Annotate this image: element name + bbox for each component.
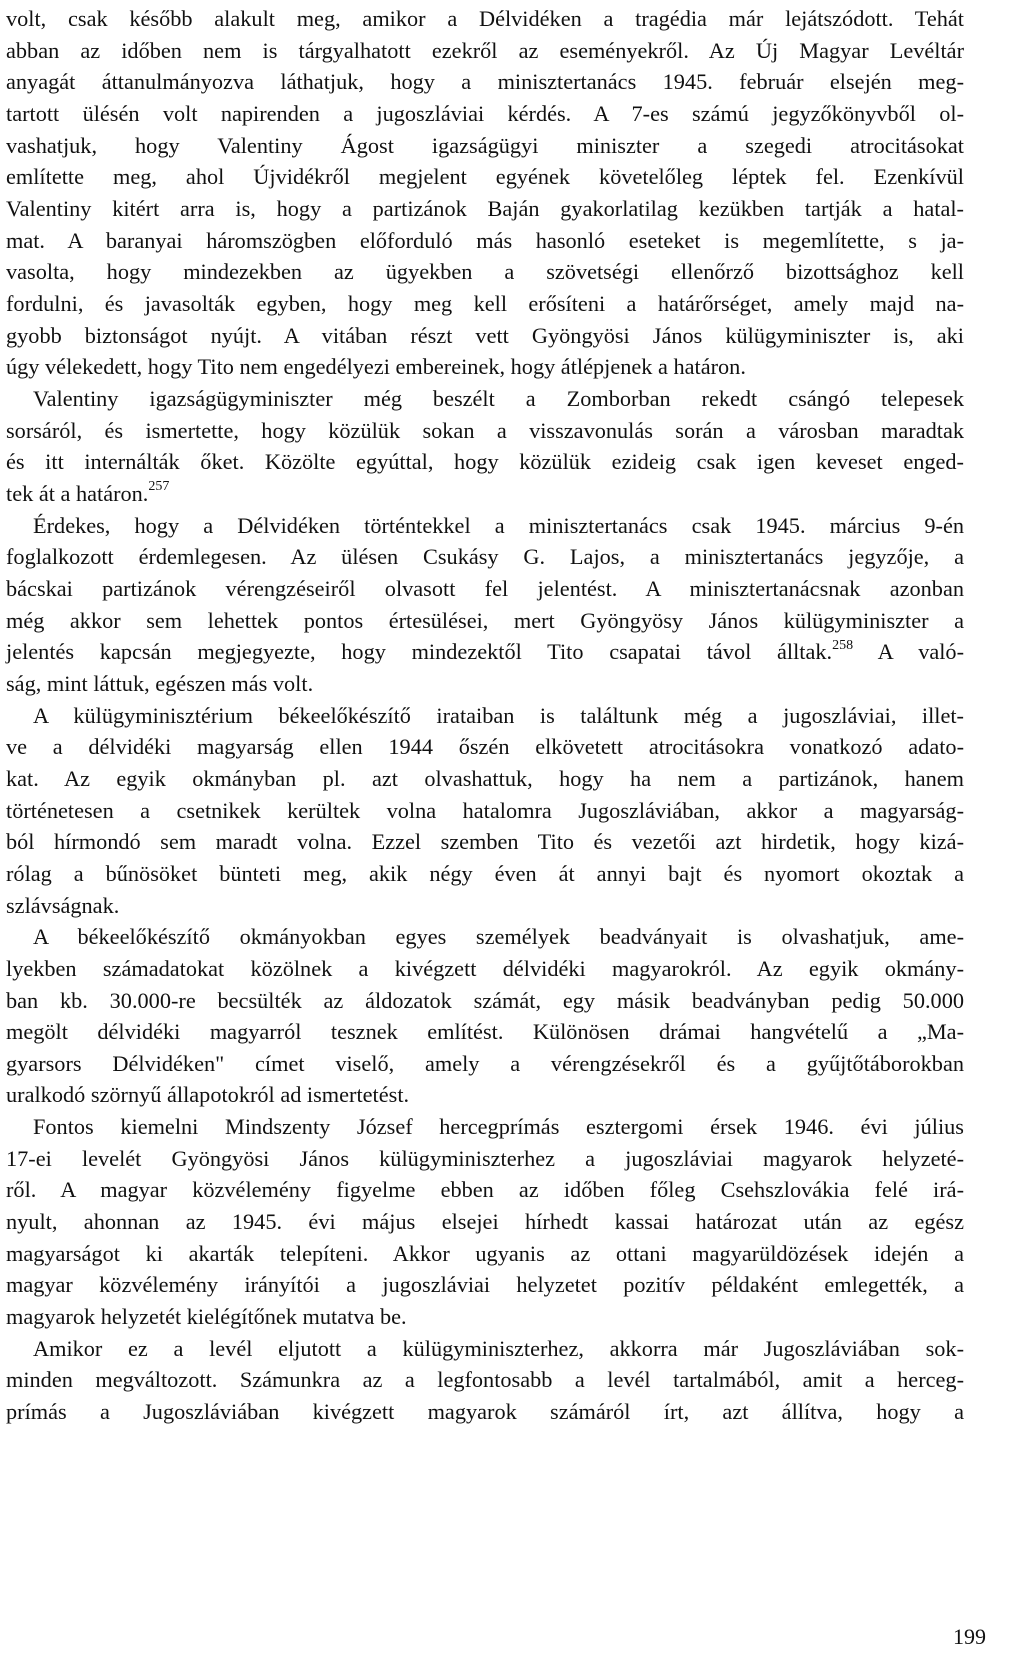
- text-line: [33, 512, 964, 540]
- text-line: [6, 100, 964, 128]
- line-text: vasolta, hogy mindezekben az ügyekben a szövetségi ellenőrző bizottsághoz kell: [6, 259, 964, 285]
- line-text: Valentiny igazságügyminiszter még beszélt a Zomborban rekedt csángó telepesek: [33, 385, 964, 411]
- line-text: volt, csak később alakult meg, amikor a Délvidéken a tragédia már lejátszódott. Tehát: [6, 6, 964, 31]
- line-text: bácskai partizánok vérengzéseiről olvasott fel jelentést. A minisztertanácsnak azonban: [6, 575, 964, 601]
- text-line: [6, 1176, 964, 1204]
- line-text: ban kb. 30.000-re becsülték az áldozatok számát, egy másik beadványban pedig 50.000: [6, 987, 964, 1013]
- text-line: [6, 543, 964, 571]
- line-text: sorsáról, és ismertette, hogy közülük sokan a visszavonulás során a városban maradtak: [6, 417, 964, 443]
- text-line: [6, 828, 964, 856]
- text-line: [6, 860, 964, 888]
- line-text: rólag a bűnösöket bünteti meg, akik négy éven át annyi bajt és nyomort okoztak a: [6, 860, 964, 886]
- text-line: [6, 5, 964, 33]
- text-line: [6, 607, 964, 635]
- line-text: vashatjuk, hogy Valentiny Ágost igazságügyi miniszter a szegedi atrocitásokat: [6, 132, 964, 158]
- text-line: [33, 1335, 964, 1363]
- line-text: 17-ei levelét Gyöngyösi János külügyminiszterhez a jugoszláviai magyarok helyzeté-: [6, 1145, 964, 1171]
- line-text: tartott ülésén volt napirenden a jugoszláviai kérdés. A 7-es számú jegyzőkönyvből ol-: [6, 101, 964, 126]
- line-text: A külügyminisztérium békeelőkészítő irataiban is találtunk még a jugoszláviai, illet-: [33, 702, 964, 728]
- line-text: gyarsors Délvidéken" címet viselő, amely a vérengzésekről és a gyűjtőtáborokban: [6, 1050, 964, 1076]
- text-line: [6, 1240, 964, 1268]
- line-text-after: A való-: [853, 639, 965, 665]
- text-line: [6, 353, 746, 381]
- text-line: [6, 37, 964, 65]
- text-line: [6, 1145, 964, 1173]
- line-text: ve a délvidéki magyarság ellen 1944 őszén elkövetett atrocitásokra vonatkozó adato-: [6, 734, 964, 760]
- footnote-ref: 258: [832, 637, 854, 653]
- text-line: [6, 1366, 964, 1394]
- line-text: kat. Az egyik okmányban pl. azt olvashattuk, hogy ha nem a partizánok, hanem: [6, 765, 964, 791]
- text-line: [6, 322, 964, 350]
- line-text: magyarságot ki akarták telepíteni. Akkor ugyanis az ottani magyarüldözések idején a: [6, 1240, 964, 1266]
- text-line: [6, 955, 964, 983]
- text-line: [6, 733, 964, 761]
- text-line: [6, 797, 964, 825]
- line-text: Valentiny kitért arra is, hogy a partizánok Baján gyakorlatilag kezükben tartják a hatal-: [6, 196, 964, 221]
- text-line: [6, 1208, 964, 1236]
- text-line: [6, 987, 964, 1015]
- text-line: [6, 765, 964, 793]
- text-line: [6, 480, 169, 508]
- page-number: 199: [953, 1624, 986, 1649]
- text-line: [6, 575, 964, 603]
- text-line: [6, 892, 119, 920]
- line-text: és itt internálták őket. Közölte egyúttal, hogy közülük ezideig csak igen keveset enged-: [6, 449, 964, 475]
- text-line: [6, 448, 964, 476]
- text-line: [6, 1081, 409, 1109]
- line-text: abban az időben nem is tárgyalhatott ezekről az eseményekről. Az Új Magyar Levéltár: [6, 37, 964, 63]
- text-line: [33, 1113, 964, 1141]
- text-line: [6, 1018, 964, 1046]
- line-text: foglalkozott érdemlegesen. Az ülésen Csukásy G. Lajos, a minisztertanács jegyzője, a: [6, 544, 964, 570]
- line-text: magyar közvélemény irányítói a jugoszláviai helyzetet pozitív példaként emlegették, a: [6, 1272, 964, 1298]
- text-line: [6, 195, 964, 223]
- line-text: úgy vélekedett, hogy Tito nem engedélyezi embereinek, hogy átlépjenek a határon.: [6, 354, 746, 380]
- line-text: anyagát áttanulmányozva láthatjuk, hogy a minisztertanács 1945. február elsején meg-: [6, 69, 964, 95]
- line-text: minden megváltozott. Számunkra az a legfontosabb a levél tartalmából, amit a herceg-: [6, 1367, 964, 1393]
- text-line: [6, 290, 964, 318]
- text-line: [33, 923, 964, 951]
- text-line: [6, 163, 964, 191]
- line-text: A békeelőkészítő okmányokban egyes személyek beadványait is olvashatjuk, ame-: [33, 924, 964, 950]
- line-text: prímás a Jugoszláviában kivégzett magyarok számáról írt, azt állítva, hogy a: [6, 1399, 964, 1424]
- text-line: [33, 385, 964, 413]
- text-line: [6, 1398, 964, 1426]
- line-text: Amikor ez a levél eljutott a külügyminiszterhez, akkorra már Jugoszláviában sok-: [33, 1335, 964, 1361]
- line-text: Érdekes, hogy a Délvidéken történtekkel a minisztertanács csak 1945. március 9-én: [33, 512, 964, 538]
- line-text: még akkor sem lehettek pontos értesülései, mert Gyöngyösy János külügyminiszter a: [6, 607, 964, 633]
- text-line: [6, 227, 964, 255]
- footnote-ref: 257: [148, 479, 170, 495]
- line-text: uralkodó szörnyű állapotokról ad ismertetést.: [6, 1082, 410, 1108]
- text-line: [6, 1271, 964, 1299]
- line-text: szlávságnak.: [6, 892, 120, 918]
- text-line: [6, 1303, 407, 1331]
- text-line: [33, 702, 964, 730]
- line-text: magyarok helyzetét kielégítőnek mutatva be.: [6, 1304, 407, 1330]
- line-text: ból hírmondó sem maradt volna. Ezzel szemben Tito és vezetői azt hirdetik, hogy kizá-: [6, 829, 964, 855]
- text-line: [6, 417, 964, 445]
- text-line: [6, 258, 964, 286]
- text-line: [6, 638, 964, 666]
- line-text: ság, mint láttuk, egészen más volt.: [6, 670, 314, 696]
- line-text: lyekben számadatokat közölnek a kivégzett délvidéki magyarokról. Az egyik okmány-: [6, 955, 964, 981]
- line-text: fordulni, és javasolták egyben, hogy meg kell erősíteni a határőrséget, amely majd na-: [6, 290, 964, 316]
- line-text: történetesen a csetnikek kerültek volna hatalomra Jugoszláviában, akkor a magyarság-: [6, 797, 964, 823]
- text-line: [6, 68, 964, 96]
- text-line: [6, 670, 313, 698]
- line-text: mat. A baranyai háromszögben előforduló más hasonló eseteket is megemlítette, s ja-: [6, 227, 964, 253]
- line-text: jelentés kapcsán megjegyezte, hogy mindezektől Tito csapatai távol álltak.: [6, 639, 833, 665]
- line-text: ről. A magyar közvélemény figyelme ebben az időben főleg Csehszlovákia felé irá-: [6, 1177, 964, 1203]
- text-line: [6, 132, 964, 160]
- line-text: nyult, ahonnan az 1945. évi május elsejei hírhedt kassai határozat után az egész: [6, 1209, 964, 1235]
- text-line: [6, 1050, 964, 1078]
- line-text: megölt délvidéki magyarról tesznek említést. Különösen drámai hangvételű a „Ma-: [6, 1019, 964, 1045]
- line-text: Fontos kiemelni Mindszenty József hercegprímás esztergomi érsek 1946. évi július: [33, 1114, 964, 1140]
- line-text: tek át a határon.: [6, 480, 149, 506]
- line-text: említette meg, ahol Újvidékről megjelent egyének követelőleg léptek fel. Ezenkívül: [6, 164, 964, 190]
- line-text: gyobb biztonságot nyújt. A vitában részt vett Gyöngyösi János külügyminiszter is, aki: [6, 322, 964, 348]
